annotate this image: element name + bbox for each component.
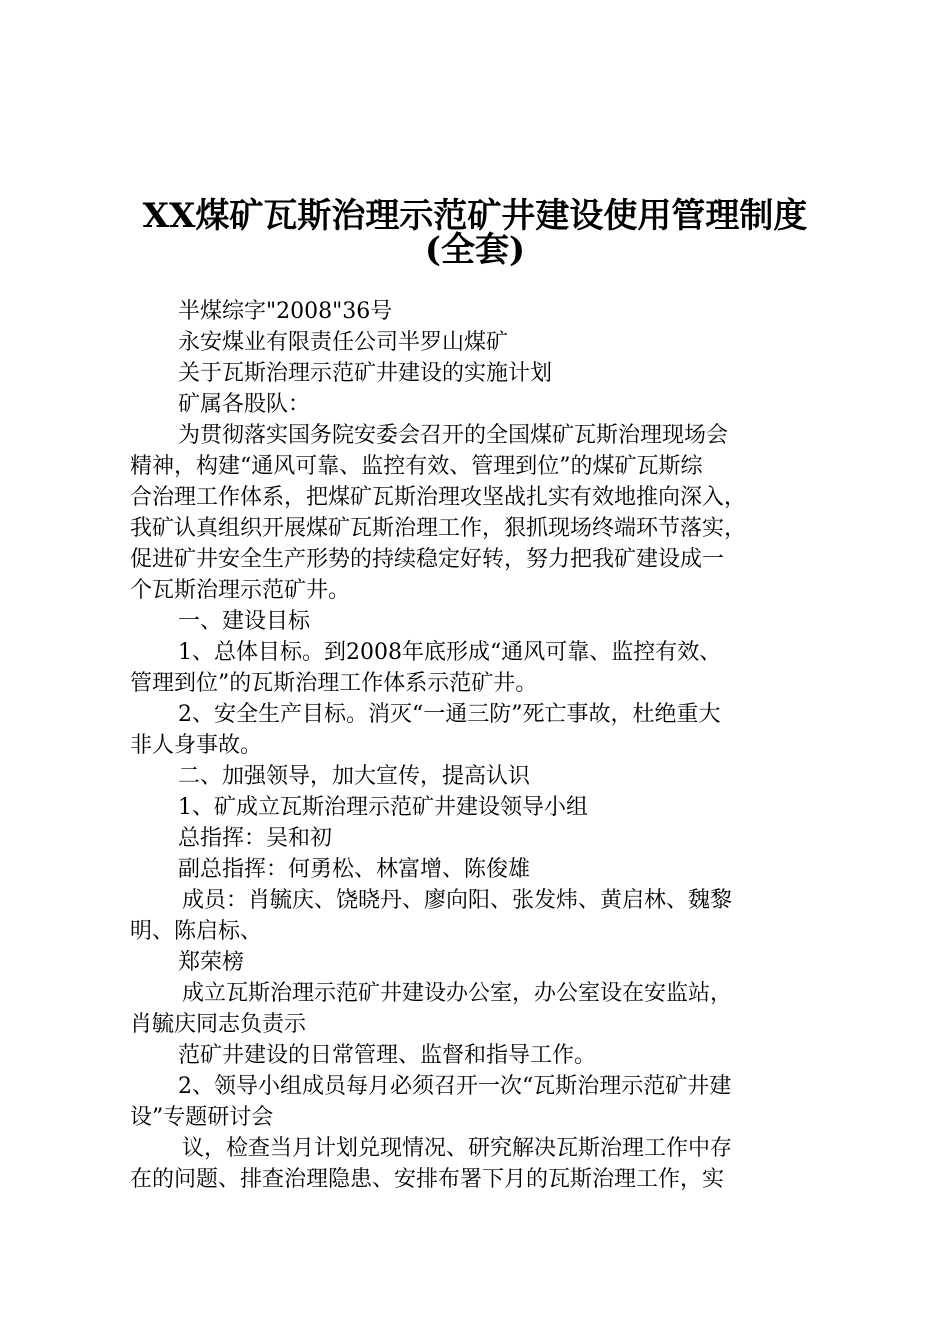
issuer-line: 永安煤业有限责任公司半罗山煤矿 <box>178 330 509 355</box>
body-line: 精神，构建“通风可靠、监控有效、管理到位”的煤矿瓦斯综 <box>130 454 703 479</box>
body-line: 1、矿成立瓦斯治理示范矿井建设领导小组 <box>178 795 588 820</box>
body-line: 成员：肖毓庆、饶晓丹、廖向阳、张发炜、黄启林、魏黎 <box>182 888 733 913</box>
body-line: 成立瓦斯治理示范矿井建设办公室，办公室设在安监站， <box>182 981 733 1006</box>
section-heading: 一、建设目标 <box>178 609 311 634</box>
body-line: 郑荣榜 <box>178 950 245 975</box>
body-line: 议，检查当月计划兑现情况、研究解决瓦斯治理工作中存 <box>182 1136 733 1161</box>
body-line: 在的问题、排查治理隐患、安排布署下月的瓦斯治理工作，实 <box>130 1167 725 1192</box>
body-line: 促进矿井安全生产形势的持续稳定好转，努力把我矿建设成一 <box>130 547 725 572</box>
body-line: 个瓦斯治理示范矿井。 <box>130 578 351 603</box>
recipient-line: 矿属各股队： <box>178 392 311 417</box>
body-line: 非人身事故。 <box>130 733 263 758</box>
subject-line: 关于瓦斯治理示范矿井建设的实施计划 <box>178 361 553 386</box>
body-line: 2、安全生产目标。消灭“一通三防”死亡事故，杜绝重大 <box>178 702 721 727</box>
body-line: 为贯彻落实国务院安委会召开的全国煤矿瓦斯治理现场会 <box>178 423 729 448</box>
body-line: 2、领导小组成员每月必须召开一次“瓦斯治理示范矿井建 <box>178 1074 732 1099</box>
body-line: 范矿井建设的日常管理、监督和指导工作。 <box>178 1043 597 1068</box>
doc-number: 半煤综字"2008"36号 <box>178 299 393 324</box>
body-line: 设”专题研讨会 <box>130 1105 274 1130</box>
body-line: 副总指挥：何勇松、林富增、陈俊雄 <box>178 857 531 882</box>
document-title-line-2: (全套) <box>424 230 526 270</box>
body-line: 总指挥：吴和初 <box>178 826 333 851</box>
document-title-line-1: XX煤矿瓦斯治理示范矿井建设使用管理制度 <box>142 196 808 236</box>
section-heading: 二、加强领导，加大宣传，提高认识 <box>178 764 531 789</box>
body-line: 我矿认真组织开展煤矿瓦斯治理工作，狠抓现场终端环节落实， <box>130 516 747 541</box>
body-line: 1、总体目标。到2008年底形成“通风可靠、监控有效、 <box>178 640 722 665</box>
body-line: 合治理工作体系，把煤矿瓦斯治理攻坚战扎实有效地推向深入， <box>130 485 747 510</box>
body-line: 明、陈启标、 <box>130 919 263 944</box>
body-line: 管理到位”的瓦斯治理工作体系示范矿井。 <box>130 671 538 696</box>
body-line: 肖毓庆同志负责示 <box>130 1012 307 1037</box>
